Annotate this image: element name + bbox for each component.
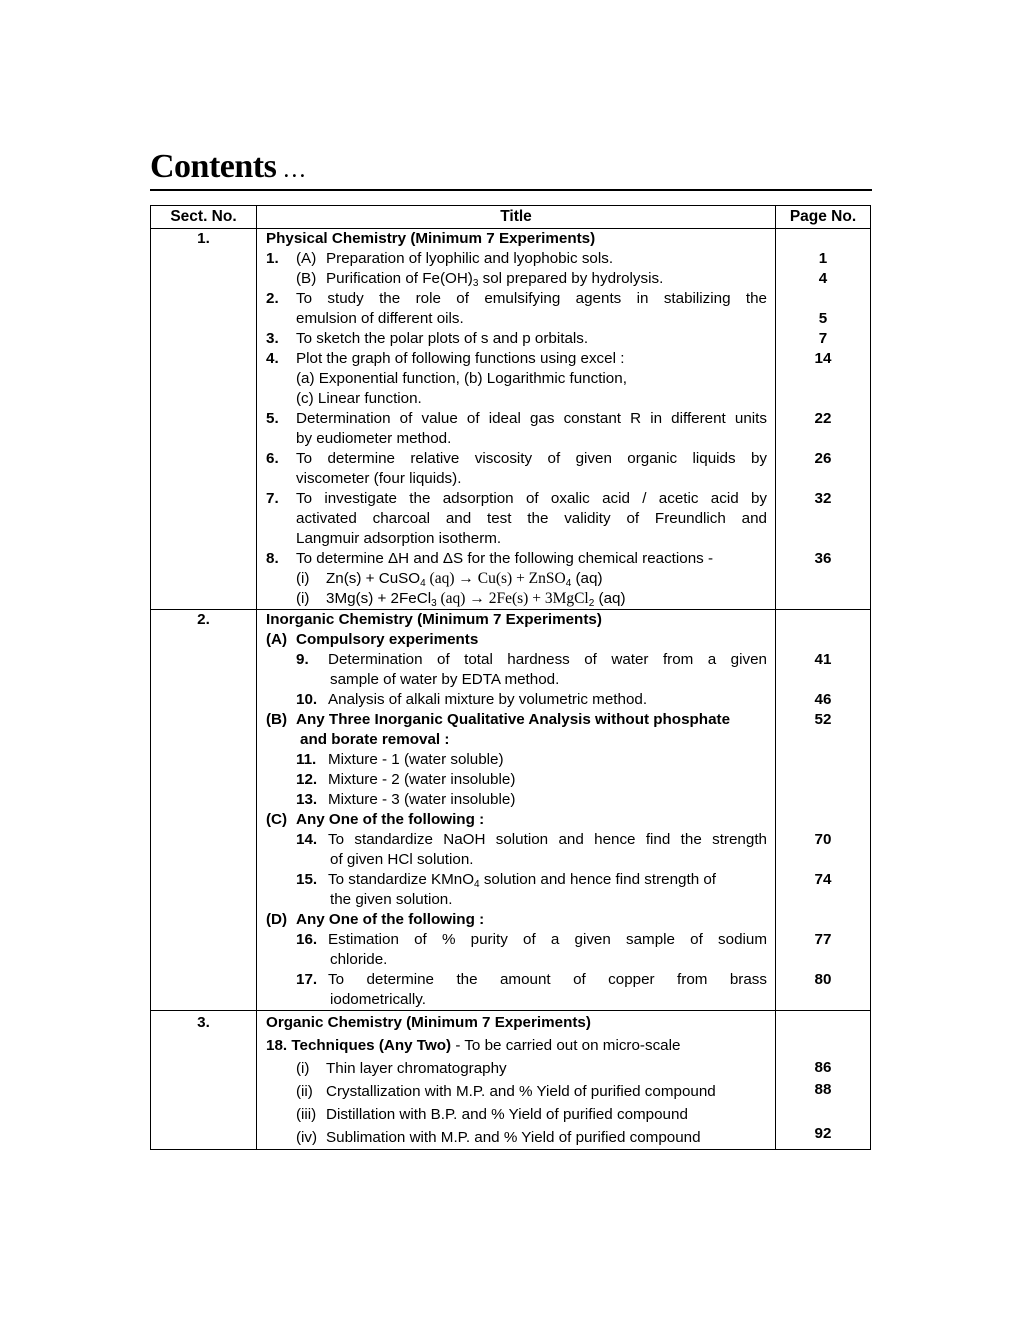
toc-entry [266,830,767,850]
page-number: 88 [814,1081,832,1098]
toc-entry [266,750,767,770]
entry-continuation: Langmuir adsorption isotherm. [296,530,502,547]
toc-entry [266,770,767,790]
entry-label: (iv) [296,1129,318,1146]
entry-text: Determination of total hardness of water from a given [328,651,767,668]
section-row-physical [151,229,871,610]
subscript: 3 [472,278,479,289]
reaction-text: (aq) → Cu(s) + ZnSO [425,570,566,587]
page-number: 22 [814,410,832,427]
header-sect-no: Sect. No. [151,206,257,229]
subscript: 4 [474,879,480,890]
entry-label: (B) [296,270,317,287]
toc-entry [266,690,767,710]
group-label: (D) [266,911,288,928]
title-rule [150,189,872,191]
page-number: 26 [814,450,832,467]
entry-text: Thin layer chromatography [326,1060,507,1077]
section-number [151,1011,257,1150]
reaction-text: (aq) → 2Fe(s) + 3MgCl [436,590,589,607]
group-text-continuation: and borate removal : [300,731,450,748]
page-number: 74 [814,871,832,888]
section-number [151,229,257,610]
toc-entry [266,489,767,509]
page-number: 80 [814,971,832,988]
header-row [151,206,871,229]
entry-text: To determine ΔH and ΔS for the following chemical reactions - [296,550,714,567]
reaction-text: (aq) [594,590,626,607]
page-number: 92 [814,1125,832,1142]
entry-text: Crystallization with M.P. and % Yield of purified compound [326,1083,716,1100]
entry-number: 11. [296,751,317,768]
toc-entry [266,650,767,670]
page-number: 14 [814,350,832,367]
entry-text: Mixture - 2 (water insoluble) [328,771,516,788]
page-numbers [776,610,871,1011]
entry-number: 17. [296,971,318,988]
page-title-text: Contents [150,148,277,185]
page-number: 36 [814,550,832,567]
page-number: 70 [814,831,832,848]
toc-entry [266,930,767,950]
entry-number: 13. [296,791,318,808]
section-titles [257,229,776,610]
toc-entry [266,1057,767,1080]
entry-text: Plot the graph of following functions using excel : [296,350,625,367]
section-row-inorganic [151,610,871,1011]
reaction-text: Zn(s) + CuSO [326,570,421,587]
entry-text: Purification of Fe(OH) [326,270,473,287]
page-numbers [776,229,871,610]
entry-text: Mixture - 3 (water insoluble) [328,791,516,808]
section-number [151,610,257,1011]
entry-text: To standardize NaOH solution and hence find the strength [328,831,767,848]
entry-text: To study the role of emulsifying agents in stabilizing the [296,290,767,307]
page-number: 4 [818,270,828,287]
toc-entry [266,549,767,569]
toc-entry [266,970,767,990]
reaction-line [266,589,767,609]
section-number-text: 1. [197,230,210,247]
page-title-ellipsis: … [282,157,306,183]
group-text: Any One of the following : [296,811,485,828]
entry-number: 9. [296,651,309,668]
page-number: 52 [814,711,832,728]
entry-continuation: the given solution. [330,891,453,908]
group-label: (C) [266,811,288,828]
section-number-text: 3. [197,1014,210,1031]
toc-entry [266,1126,767,1149]
contents-table [150,205,871,1150]
entry-continuation: (a) Exponential function, (b) Logarithmic function, [296,370,627,387]
group-label: (A) [266,631,288,648]
entry-text: - To be carried out on micro-scale [451,1037,681,1054]
entry-label: (A) [296,250,317,267]
section-row-organic [151,1011,871,1150]
entry-number: 15. [296,871,318,888]
entry-text: Analysis of alkali mixture by volumetric method. [328,691,648,708]
entry-text: solution and hence find strength of [479,871,717,888]
entry-continuation: iodometrically. [330,991,426,1008]
toc-entry [266,329,767,349]
toc-entry [266,1034,767,1057]
entry-number: 16. [296,931,318,948]
page-number: 41 [814,651,832,668]
reaction-line [266,569,767,589]
toc-entry [266,289,767,309]
page-numbers [776,1011,871,1150]
subscript: 4 [420,578,426,589]
entry-continuation: chloride. [330,951,388,968]
entry-text: Mixture - 1 (water soluble) [328,751,504,768]
entry-number: 12. [296,771,318,788]
entry-number: 6. [266,450,279,467]
toc-entry [266,269,767,289]
entry-number: 4. [266,350,279,367]
group-heading [266,910,767,930]
entry-number: 14. [296,831,318,848]
reaction-text: 3Mg(s) + 2FeCl [326,590,432,607]
toc-entry [266,870,767,890]
toc-entry [266,409,767,429]
toc-entry [266,1103,767,1126]
entry-number: 3. [266,330,279,347]
page-number: 7 [818,330,828,347]
entry-text: To determine relative viscosity of given organic liquids by [296,450,767,467]
entry-text: Preparation of lyophilic and lyophobic sols. [326,250,614,267]
entry-number: 8. [266,550,279,567]
section-number-text: 2. [197,611,210,628]
section-heading: Inorganic Chemistry (Minimum 7 Experiments) [266,611,602,628]
entry-number: 18. [266,1037,288,1054]
entry-continuation: emulsion of different oils. [296,310,464,327]
toc-entry [266,790,767,810]
toc-entry [266,349,767,369]
entry-continuation: of given HCl solution. [330,851,474,868]
entry-text: To sketch the polar plots of s and p orbitals. [296,330,589,347]
page-number: 5 [818,310,828,327]
page-title [150,148,306,186]
group-label: (B) [266,711,288,728]
entry-label: (i) [296,590,310,607]
section-heading: Organic Chemistry (Minimum 7 Experiments) [266,1014,591,1031]
entry-label: (i) [296,1060,310,1077]
entry-text: Distillation with B.P. and % Yield of purified compound [326,1106,688,1123]
group-text: Any One of the following : [296,911,485,928]
entry-number: 10. [296,691,318,708]
group-heading [266,810,767,830]
entry-continuation: by eudiometer method. [296,430,452,447]
entry-number: 2. [266,290,279,307]
entry-text: Determination of value of ideal gas constant R in different units [296,410,767,427]
group-text: Any Three Inorganic Qualitative Analysis without phosphate [296,711,731,728]
entry-continuation: (c) Linear function. [296,390,422,407]
group-text: Compulsory experiments [296,631,479,648]
entry-label: (ii) [296,1083,313,1100]
section-titles [257,1011,776,1150]
entry-text-bold: Techniques (Any Two) [291,1037,452,1054]
entry-text: Estimation of % purity of a given sample of sodium [328,931,767,948]
entry-number: 7. [266,490,279,507]
entry-label: (iii) [296,1106,317,1123]
reaction-text: (aq) [571,570,603,587]
group-heading [266,710,767,730]
page-number: 77 [814,931,832,948]
entry-number: 1. [266,250,279,267]
entry-text: sol prepared by hydrolysis. [478,270,664,287]
toc-entry [266,249,767,269]
entry-label: (i) [296,570,310,587]
entry-number: 5. [266,410,279,427]
entry-continuation: activated charcoal and test the validity of Freundlich and [296,510,767,527]
entry-text: To standardize KMnO [328,871,475,888]
group-heading [266,630,767,650]
entry-continuation: sample of water by EDTA method. [330,671,560,688]
section-titles [257,610,776,1011]
toc-entry [266,1080,767,1103]
section-heading: Physical Chemistry (Minimum 7 Experiments) [266,230,596,247]
header-title: Title [257,206,776,229]
subscript: 4 [565,578,572,589]
entry-text: To investigate the adsorption of oxalic acid / acetic acid by [296,490,767,507]
toc-entry [266,449,767,469]
header-page-no: Page No. [776,206,871,229]
entry-text: To determine the amount of copper from brass [328,971,767,988]
page-number: 1 [818,250,828,267]
entry-text: Sublimation with M.P. and % Yield of purified compound [326,1129,701,1146]
page-number: 32 [814,490,832,507]
subscript: 3 [431,598,437,609]
subscript: 2 [588,598,595,609]
page-number: 86 [814,1059,832,1076]
page-number: 46 [814,691,832,708]
entry-continuation: viscometer (four liquids). [296,470,462,487]
